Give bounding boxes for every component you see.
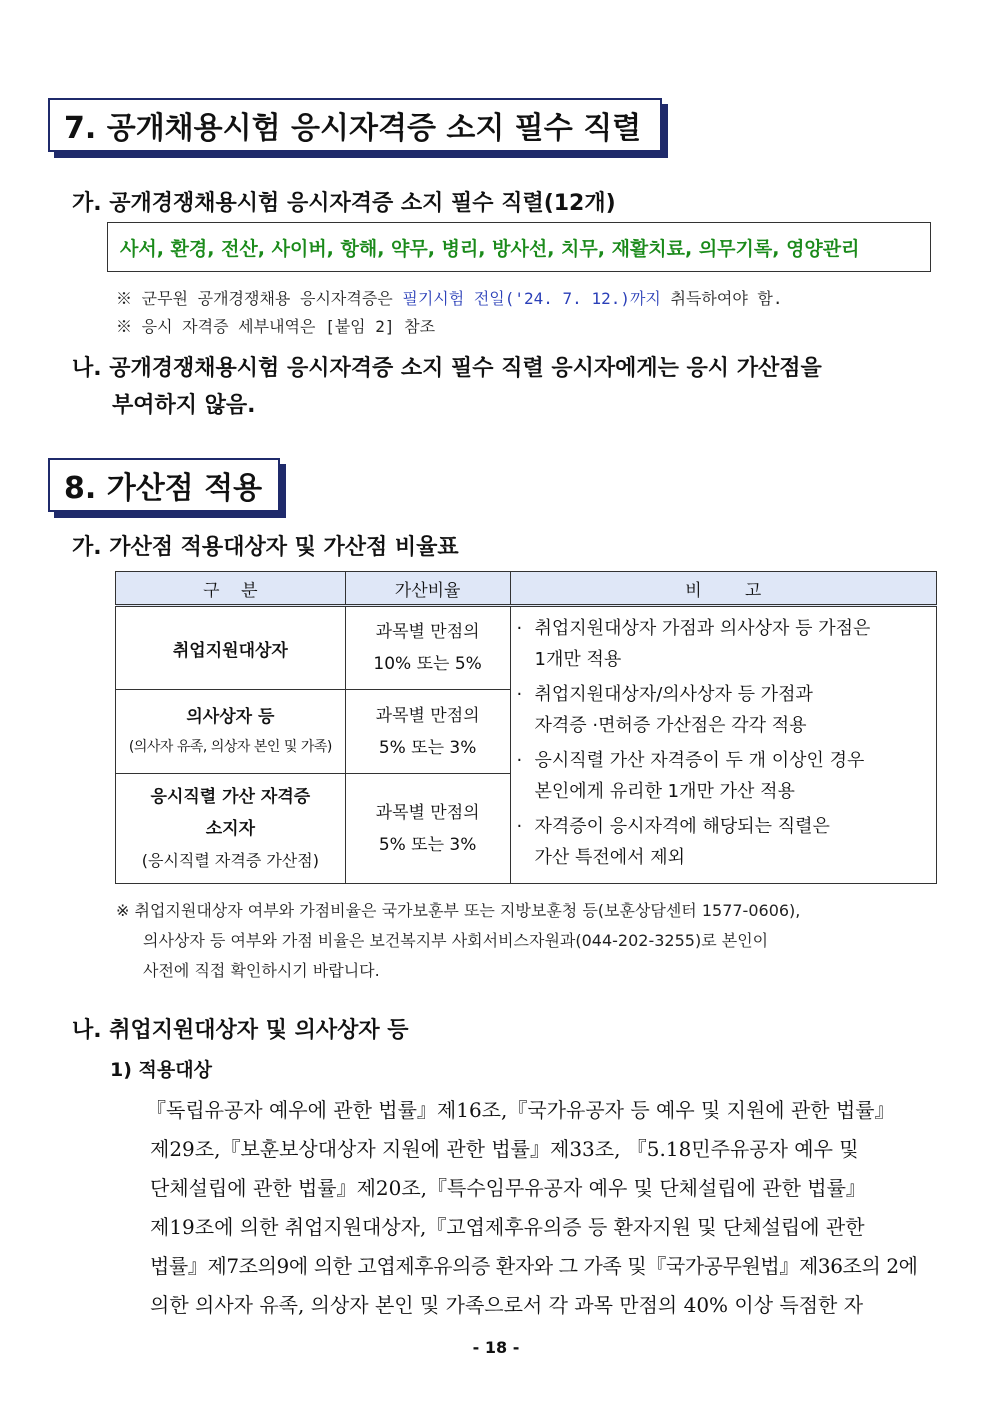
remark-item: [517, 745, 930, 807]
paragraph-line: 제29조,『보훈보상대상자 지원에 관한 법률』제33조, 『5.18민주유공자 예우 및: [150, 1137, 859, 1161]
category-name: 의사상자 등: [186, 706, 275, 727]
deadline-highlight: 필기시험 전일('24. 7. 12.)까지: [402, 289, 661, 308]
table-header-row: [116, 572, 937, 606]
rate-line-1: 과목별 만점의: [375, 622, 480, 642]
remark-line: 응시직렬 가산 자격증이 두 개 이상인 경우: [534, 750, 865, 771]
header-remarks: 비 고: [510, 572, 936, 606]
bullet-icon: ·: [516, 684, 523, 705]
required-jobs-list: 사서, 환경, 전산, 사이버, 항해, 약무, 병리, 방사선, 치무, 재활치료, 의무기록, 영양관리: [120, 237, 860, 260]
bullet-icon: ·: [516, 816, 523, 837]
remark-item: [517, 811, 930, 873]
paragraph-line: 제19조에 의한 취업지원대상자,『고엽제후유의증 등 환자지원 및 단체설립에 관한: [150, 1215, 865, 1239]
note-attachment: ※ 응시 자격증 세부내역은 [붙임 2] 참조: [116, 317, 436, 336]
note-exam-deadline: [116, 286, 783, 309]
bonus-rate-table: [115, 571, 937, 884]
applicable-target-heading: 1) 적용대상: [110, 1059, 212, 1081]
remark-line: 1개만 적용: [534, 649, 622, 670]
bullet-icon: ·: [516, 618, 523, 639]
remark-line: 취업지원대상자/의사상자 등 가점과: [534, 684, 813, 705]
row-rate: [345, 774, 510, 884]
category-name: 취업지원대상자: [172, 640, 288, 661]
section-8-title: [48, 458, 280, 512]
header-category: 구 분: [116, 572, 346, 606]
section-7-title-text: 7. 공개채용시험 응시자격증 소지 필수 직렬: [64, 111, 642, 146]
eligibility-paragraph: [146, 1091, 946, 1325]
paragraph-line: 『독립유공자 예우에 관한 법률』제16조,『국가유공자 등 예우 및 지원에 관한 법률』: [146, 1098, 895, 1122]
section-8-sub-a: 가. 가산점 적용대상자 및 가산점 비율표: [72, 535, 459, 560]
rate-line-1: 과목별 만점의: [375, 802, 480, 823]
remark-item: [517, 679, 930, 741]
row-category: [116, 690, 346, 774]
required-jobs-box: [107, 222, 931, 272]
bonus-footnote: [116, 896, 800, 986]
paragraph-line: 의한 의사자 유족, 의상자 본인 및 가족으로서 각 과목 만점의 40% 이상 득점한 자: [150, 1293, 864, 1317]
remark-line: 본인에게 유리한 1개만 가산 적용: [534, 781, 795, 802]
row-rate: [345, 690, 510, 774]
rate-line-2: 10% 또는 5%: [373, 654, 482, 674]
header-rate: 가산비율: [345, 572, 510, 606]
category-sub: (의사자 유족, 의상자 본인 및 가족): [128, 738, 332, 755]
remark-line: 자격증이 응시자격에 해당되는 직렬은: [534, 816, 830, 837]
section-8-title-text: 8. 가산점 적용: [64, 471, 263, 506]
category-name: 응시직렬 가산 자격증: [150, 786, 311, 807]
note-text: ※ 군무원 공개경쟁채용 응시자격증은: [116, 289, 403, 308]
remarks-cell: [510, 606, 936, 884]
rate-line-2: 5% 또는 3%: [378, 834, 477, 855]
section-8-sub-b: 나. 취업지원대상자 및 의사상자 등: [72, 1018, 409, 1043]
category-name-2: 소지자: [205, 818, 255, 839]
page-number: - 18 -: [472, 1338, 520, 1357]
section-7-sub-b: [72, 350, 952, 424]
section-7-sub-a: 가. 공개경쟁채용시험 응시자격증 소지 필수 직렬(12개): [72, 191, 616, 216]
row-rate: [345, 606, 510, 690]
paragraph-line: 단체설립에 관한 법률』제20조,『특수임무유공자 예우 및 단체설립에 관한 법률』: [150, 1176, 866, 1200]
paragraph-line: 법률』제7조의9에 의한 고엽제후유의증 환자와 그 가족 및『국가공무원법』제36조의 2에: [150, 1254, 918, 1278]
remark-item: [517, 613, 930, 675]
table-row: [116, 606, 937, 690]
category-sub: (응시직렬 자격증 가산점): [141, 850, 319, 870]
section-7-title: [48, 98, 662, 152]
row-category: [116, 774, 346, 884]
footnote-line-1: ※ 취업지원대상자 여부와 가점비율은 국가보훈부 또는 지방보훈청 등(보훈상담센터 1577-0606),: [116, 901, 801, 920]
remark-line: 가산 특전에서 제외: [534, 847, 686, 868]
note-text-end: 취득하여야 함.: [660, 289, 783, 308]
footnote-line-3: 사전에 직접 확인하시기 바랍니다.: [143, 961, 380, 980]
sub-b-line-2: 부여하지 않음.: [112, 393, 256, 418]
footnote-line-2: 의사상자 등 여부와 가점 비율은 보건복지부 사회서비스자원과(044-202-3255)로 본인이: [143, 931, 769, 950]
rate-line-2: 5% 또는 3%: [378, 737, 477, 758]
remark-line: 자격증 ·면허증 가산점은 각각 적용: [534, 715, 807, 736]
remark-line: 취업지원대상자 가점과 의사상자 등 가점은: [534, 618, 871, 639]
sub-b-line-1: 나. 공개경쟁채용시험 응시자격증 소지 필수 직렬 응시자에게는 응시 가산점을: [72, 356, 822, 381]
row-category: [116, 606, 346, 690]
bullet-icon: ·: [516, 750, 523, 771]
rate-line-1: 과목별 만점의: [375, 705, 480, 726]
